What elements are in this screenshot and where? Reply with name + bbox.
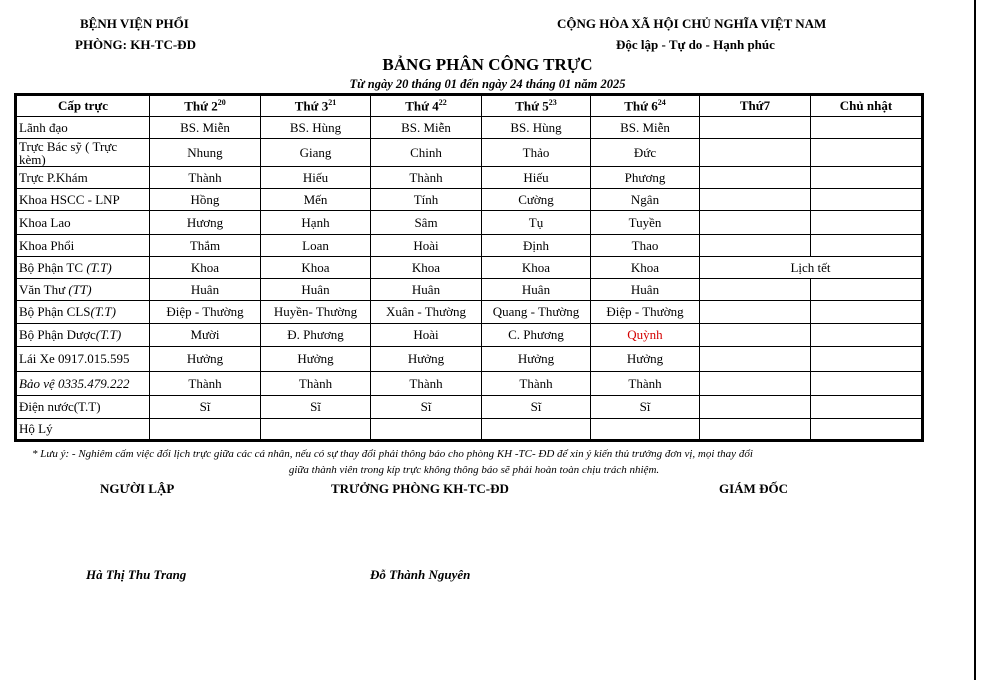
duty-roster-table	[16, 95, 922, 440]
duty-cell: Hưởng	[482, 347, 591, 372]
duty-cell: Đ. Phương	[261, 324, 371, 347]
duty-cell	[700, 139, 811, 167]
duty-cell	[150, 419, 261, 440]
role-cell: Lãnh đạo	[17, 117, 150, 139]
duty-cell	[811, 235, 922, 257]
duty-cell: Huân	[371, 279, 482, 301]
duty-cell: Khoa	[261, 257, 371, 279]
duty-cell: Hoài	[371, 324, 482, 347]
duty-cell: Hưởng	[591, 347, 700, 372]
duty-cell: Nhung	[150, 139, 261, 167]
role-cell: Bộ Phận CLS(T.T)	[17, 301, 150, 324]
duty-cell	[482, 419, 591, 440]
role-cell: Hộ Lý	[17, 419, 150, 440]
duty-cell	[811, 139, 922, 167]
duty-cell	[811, 324, 922, 347]
duty-cell: Huyền- Thường	[261, 301, 371, 324]
duty-cell: Hương	[150, 211, 261, 235]
table-row	[17, 235, 922, 257]
duty-cell	[700, 167, 811, 189]
duty-cell: Hưởng	[371, 347, 482, 372]
table-row	[17, 279, 922, 301]
duty-cell	[811, 211, 922, 235]
preparer-name: Hà Thị Thu Trang	[86, 567, 187, 582]
duty-cell	[811, 419, 922, 440]
duty-cell: Huân	[150, 279, 261, 301]
table-row	[17, 211, 922, 235]
duty-cell: Điệp - Thường	[591, 301, 700, 324]
table-row	[17, 189, 922, 211]
duty-cell	[700, 347, 811, 372]
table-row	[17, 257, 922, 279]
role-cell: Lái Xe 0917.015.595	[17, 347, 150, 372]
duty-cell: Sâm	[371, 211, 482, 235]
table-row	[17, 396, 922, 419]
country-name: CỘNG HÒA XÃ HỘI CHỦ NGHĨA VIỆT NAM	[557, 16, 827, 31]
duty-cell: Thắm	[150, 235, 261, 257]
role-cell: Bộ Phận Dược(T.T)	[17, 324, 150, 347]
duty-cell: Hưởng	[261, 347, 371, 372]
duty-cell: Loan	[261, 235, 371, 257]
duty-cell: Chinh	[371, 139, 482, 167]
duty-cell: Đức	[591, 139, 700, 167]
duty-cell: Huân	[261, 279, 371, 301]
duty-cell	[700, 419, 811, 440]
column-header: Thứ $3^{21}$	[261, 96, 371, 117]
duty-cell	[811, 189, 922, 211]
duty-cell: Tụ	[482, 211, 591, 235]
duty-cell: BS. Miễn	[150, 117, 261, 139]
footnote-line: * Lưu ý: - Nghiêm cấm việc đổi lịch trực giữa các cá nhân, nếu có sự thay đổi phải thông báo cho phòng KH -TC- ĐD để xin ý kiến thủ trưởng đơn vị, mọi thay đổi	[32, 448, 753, 460]
national-motto: Độc lập - Tự do - Hạnh phúc	[616, 37, 775, 52]
duty-cell	[700, 372, 811, 396]
duty-cell	[261, 419, 371, 440]
column-header: Cấp trực	[17, 96, 150, 117]
role-cell: Bảo vệ 0335.479.222	[17, 372, 150, 396]
role-cell: Bộ Phận TC (T.T)	[17, 257, 150, 279]
duty-cell	[700, 301, 811, 324]
duty-cell: Hiếu	[482, 167, 591, 189]
duty-cell	[811, 301, 922, 324]
duty-cell	[700, 189, 811, 211]
duty-cell: Thành	[371, 167, 482, 189]
duty-cell: Sĩ	[482, 396, 591, 419]
date-range: Từ ngày 20 tháng 01 đến ngày 24 tháng 01 năm 2025	[349, 77, 626, 91]
duty-cell: C. Phương	[482, 324, 591, 347]
page-title: BẢNG PHÂN CÔNG TRỰC	[382, 55, 593, 74]
role-cell: Khoa Lao	[17, 211, 150, 235]
duty-cell: Xuân - Thường	[371, 301, 482, 324]
duty-cell	[700, 117, 811, 139]
duty-cell	[811, 347, 922, 372]
role-cell: Điện nước(T.T)	[17, 396, 150, 419]
duty-cell	[811, 372, 922, 396]
duty-cell: Khoa	[150, 257, 261, 279]
column-header: Thứ $6^{24}$	[591, 96, 700, 117]
duty-cell: Thành	[150, 372, 261, 396]
duty-cell: Điệp - Thường	[150, 301, 261, 324]
duty-cell: Phương	[591, 167, 700, 189]
duty-cell: Thảo	[482, 139, 591, 167]
table-row	[17, 324, 922, 347]
duty-cell	[811, 396, 922, 419]
column-header: Chủ nhật	[811, 96, 922, 117]
duty-cell	[811, 167, 922, 189]
table-row	[17, 347, 922, 372]
department-name: PHÒNG: KH-TC-ĐD	[75, 37, 196, 52]
duty-cell: Tính	[371, 189, 482, 211]
duty-cell: Thao	[591, 235, 700, 257]
column-header: Thứ $4^{22}$	[371, 96, 482, 117]
role-cell: Văn Thư (TT)	[17, 279, 150, 301]
duty-cell	[811, 279, 922, 301]
column-header: Thứ $2^{20}$	[150, 96, 261, 117]
duty-cell: Thành	[482, 372, 591, 396]
department-head-title: TRƯỞNG PHÒNG KH-TC-ĐD	[331, 481, 509, 496]
duty-cell: BS. Hùng	[261, 117, 371, 139]
table-header-row	[17, 96, 922, 117]
director-title: GIÁM ĐỐC	[719, 481, 788, 496]
duty-cell	[371, 419, 482, 440]
footnote	[24, 446, 924, 478]
duty-cell	[811, 117, 922, 139]
duty-cell: Định	[482, 235, 591, 257]
table-row	[17, 372, 922, 396]
duty-cell: Thành	[150, 167, 261, 189]
role-cell: Khoa HSCC - LNP	[17, 189, 150, 211]
table-row	[17, 139, 922, 167]
duty-cell: Sĩ	[371, 396, 482, 419]
duty-cell: Sĩ	[261, 396, 371, 419]
duty-cell: Mười	[150, 324, 261, 347]
duty-cell: Giang	[261, 139, 371, 167]
duty-cell: Hoài	[371, 235, 482, 257]
weekend-duty-cell: Lịch tết	[700, 257, 922, 279]
duty-cell: Cường	[482, 189, 591, 211]
duty-cell: Hiếu	[261, 167, 371, 189]
duty-cell: Thành	[371, 372, 482, 396]
duty-cell: Khoa	[371, 257, 482, 279]
duty-cell	[700, 279, 811, 301]
table-row	[17, 419, 922, 440]
duty-cell: Thành	[261, 372, 371, 396]
duty-cell: Hạnh	[261, 211, 371, 235]
duty-cell: Hưởng	[150, 347, 261, 372]
role-cell: Trực P.Khám	[17, 167, 150, 189]
duty-cell: Mến	[261, 189, 371, 211]
duty-cell: BS. Miễn	[591, 117, 700, 139]
duty-cell: BS. Miễn	[371, 117, 482, 139]
role-cell: Trực Bác sỹ ( Trực kèm)	[17, 139, 150, 167]
table-row	[17, 301, 922, 324]
duty-cell: Khoa	[591, 257, 700, 279]
duty-cell: Sĩ	[591, 396, 700, 419]
duty-cell: Quang - Thường	[482, 301, 591, 324]
duty-cell-highlighted: Quỳnh	[591, 324, 700, 347]
department-head-name: Đỗ Thành Nguyên	[370, 567, 471, 582]
role-cell: Khoa Phổi	[17, 235, 150, 257]
duty-cell: Huân	[591, 279, 700, 301]
table-row	[17, 167, 922, 189]
footnote-line: giữa thành viên trong kíp trực không thông báo sẽ phải hoàn toàn chịu trách nhiệm.	[288, 464, 660, 476]
column-header: Thứ7	[700, 96, 811, 117]
duty-cell: Huân	[482, 279, 591, 301]
hospital-name: BỆNH VIỆN PHỔI	[80, 16, 189, 31]
duty-cell	[700, 235, 811, 257]
duty-cell: Khoa	[482, 257, 591, 279]
duty-cell: BS. Hùng	[482, 117, 591, 139]
page-right-border	[974, 0, 976, 680]
duty-cell: Ngân	[591, 189, 700, 211]
duty-cell: Thành	[591, 372, 700, 396]
duty-cell: Tuyền	[591, 211, 700, 235]
duty-cell: Hồng	[150, 189, 261, 211]
duty-cell	[700, 396, 811, 419]
column-header: Thứ $5^{23}$	[482, 96, 591, 117]
duty-cell	[591, 419, 700, 440]
duty-cell: Sĩ	[150, 396, 261, 419]
preparer-title: NGƯỜI LẬP	[100, 481, 175, 496]
duty-cell	[700, 324, 811, 347]
table-row	[17, 117, 922, 139]
duty-cell	[700, 211, 811, 235]
